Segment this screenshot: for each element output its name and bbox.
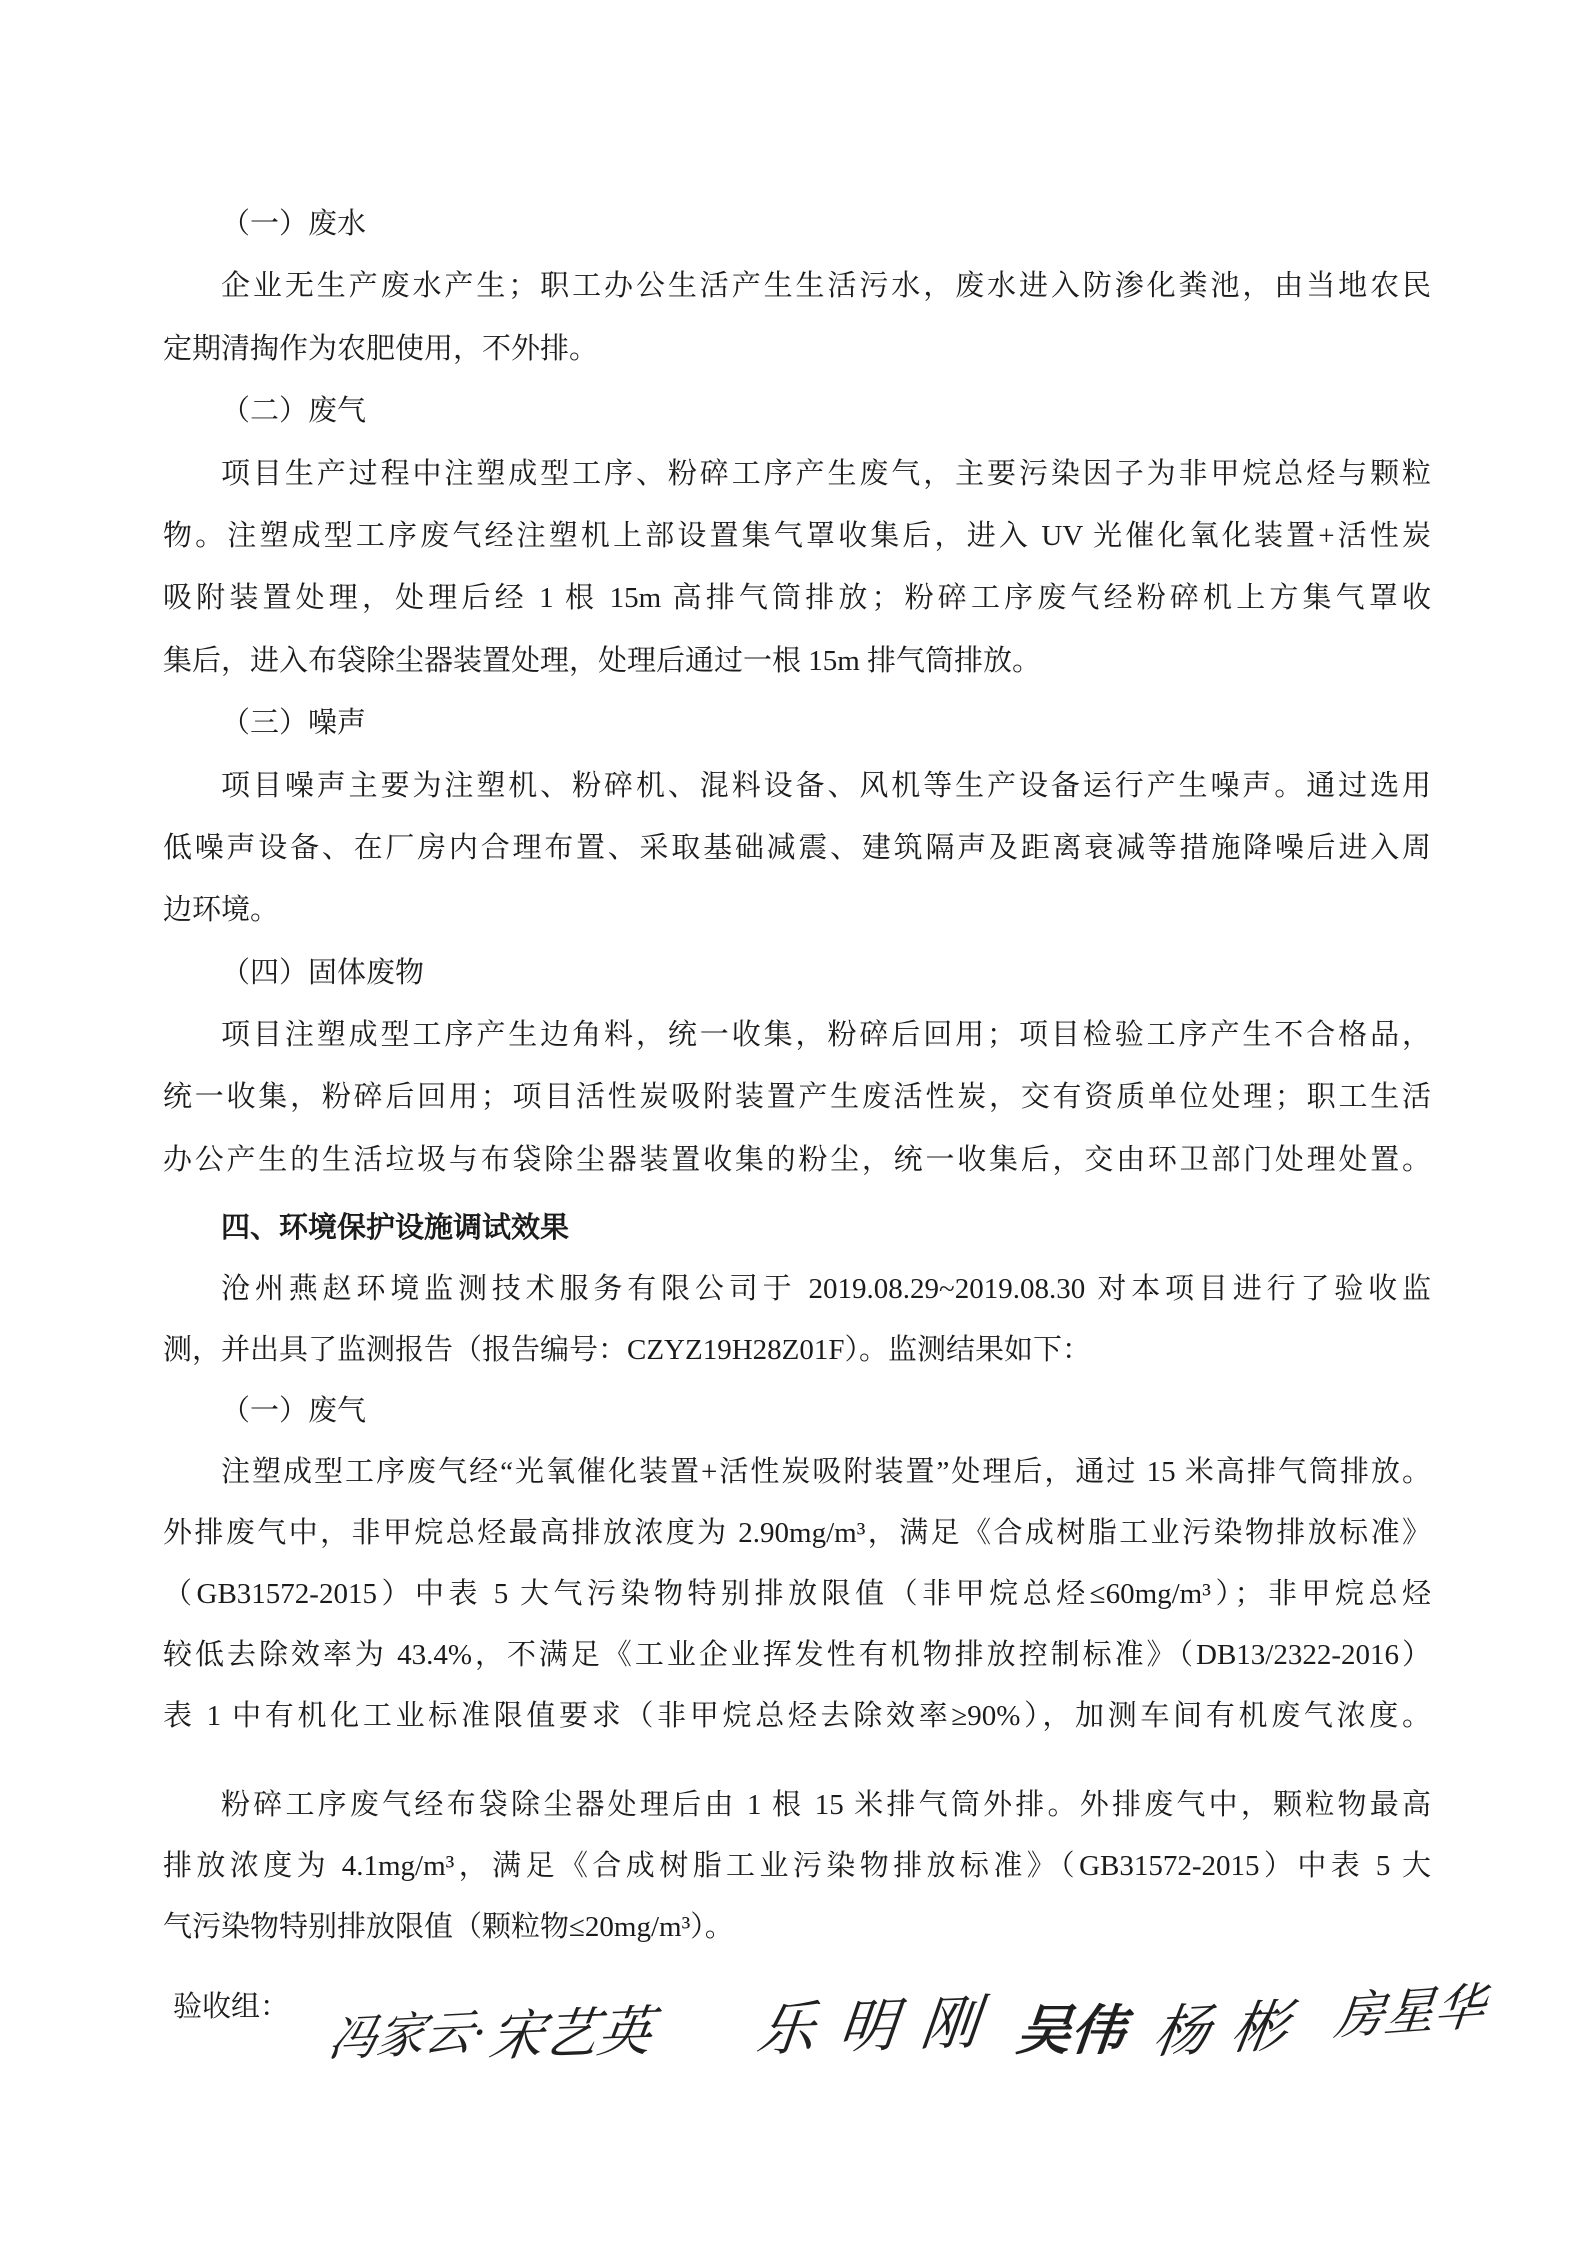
paragraph-line: 边环境。 <box>163 894 280 927</box>
section-noise <box>163 692 1431 942</box>
signature: 宋艺英 <box>485 2001 657 2068</box>
paragraph-line: 排放浓度为 4.1mg/m³，满足《合成树脂工业污染物排放标准》（GB31572-2015）中表 5 大 <box>163 1850 1431 1883</box>
acceptance-group-label: 验收组： <box>173 1991 290 2024</box>
section-heading: （一）废气 <box>221 1395 367 1428</box>
paragraph-crushing-gas <box>163 1775 1431 1958</box>
paragraph-injection-molding-gas <box>163 1442 1431 1747</box>
paragraph-line: 沧州燕赵环境监测技术服务有限公司于 2019.08.29~2019.08.30 对本项目进行了验收监 <box>221 1273 1431 1306</box>
paragraph-line: 吸附装置处理，处理后经 1 根 15m 高排气筒排放；粉碎工序废气经粉碎机上方集气罩收 <box>163 582 1431 615</box>
paragraph-line: 气污染物特别排放限值（颗粒物≤20mg/m³）。 <box>163 1911 734 1944</box>
paragraph-line: 低噪声设备、在厂房内合理布置、采取基础减震、建筑隔声及距离衰减等措施降噪后进入周 <box>163 831 1431 864</box>
signature: 杨彬 <box>1149 1994 1315 2066</box>
paragraph-line: 项目噪声主要为注塑机、粉碎机、混料设备、风机等生产设备运行产生噪声。通过选用 <box>221 769 1431 802</box>
paragraph-line: 注塑成型工序废气经“光氧催化装置+活性炭吸附装置”处理后，通过 15 米高排气筒排放。 <box>221 1456 1431 1489</box>
signature: 房星华 <box>1332 1978 1488 2046</box>
chapter-heading: 四、环境保护设施调试效果 <box>221 1212 570 1245</box>
paragraph-line: 较低去除效率为 43.4%，不满足《工业企业挥发性有机物排放控制标准》（DB13/2322-2016） <box>163 1639 1431 1672</box>
paragraph-line: 企业无生产废水产生；职工办公生活产生生活污水，废水进入防渗化粪池，由当地农民 <box>221 270 1431 303</box>
paragraph-line: 测，并出具了监测报告（报告编号：CZYZ19H28Z01F）。监测结果如下： <box>163 1334 1092 1367</box>
paragraph-line: 物。注塑成型工序废气经注塑机上部设置集气罩收集后，进入 UV 光催化氧化装置+活性炭 <box>163 519 1431 552</box>
section-heading: （三）噪声 <box>221 707 367 740</box>
section-waste-gas <box>163 380 1431 692</box>
section-heading: （一）废水 <box>221 208 367 240</box>
section-heading: （四）固体废物 <box>221 956 425 989</box>
signature: 乐明刚 <box>753 1989 1007 2064</box>
part-pollution-measures <box>163 193 1431 1191</box>
paragraph-line: 项目生产过程中注塑成型工序、粉碎工序产生废气，主要污染因子为非甲烷总烃与颗粒 <box>221 457 1431 490</box>
section-wastewater <box>163 193 1431 380</box>
section-environmental-protection-results <box>163 1198 1431 2038</box>
section-solid-waste <box>163 942 1431 1192</box>
paragraph-line: 统一收集，粉碎后回用；项目活性炭吸附装置产生废活性炭，交有资质单位处理；职工生活 <box>163 1081 1431 1114</box>
document-body <box>163 193 1431 2038</box>
signature: 吴伟 <box>1013 2001 1129 2061</box>
paragraph-line: 表 1 中有机化工业标准限值要求（非甲烷总烃去除效率≥90%），加测车间有机废气浓度。 <box>163 1700 1431 1733</box>
section-heading: （二）废气 <box>221 395 367 428</box>
paragraph-line: 定期清掏作为农肥使用，不外排。 <box>163 332 599 365</box>
paragraph-line: 办公产生的生活垃圾与布袋除尘器装置收集的粉尘，统一收集后，交由环卫部门处理处置。 <box>163 1143 1431 1176</box>
paragraph-line: 项目注塑成型工序产生边角料，统一收集，粉碎后回用；项目检验工序产生不合格品， <box>221 1019 1431 1052</box>
signature: 冯家云· <box>324 2005 490 2068</box>
paragraph-line: 外排废气中，非甲烷总烃最高排放浓度为 2.90mg/m³，满足《合成树脂工业污染物排放标准》 <box>163 1517 1431 1550</box>
paragraph-line: 集后，进入布袋除尘器装置处理，处理后通过一根 15m 排气筒排放。 <box>163 644 1042 677</box>
paragraph-line: （GB31572-2015）中表 5 大气污染物特别排放限值（非甲烷总烃≤60mg/m³）；非甲烷总烃 <box>163 1578 1431 1611</box>
paragraph-line: 粉碎工序废气经布袋除尘器处理后由 1 根 15 米排气筒外排。外排废气中，颗粒物最高 <box>221 1789 1431 1822</box>
